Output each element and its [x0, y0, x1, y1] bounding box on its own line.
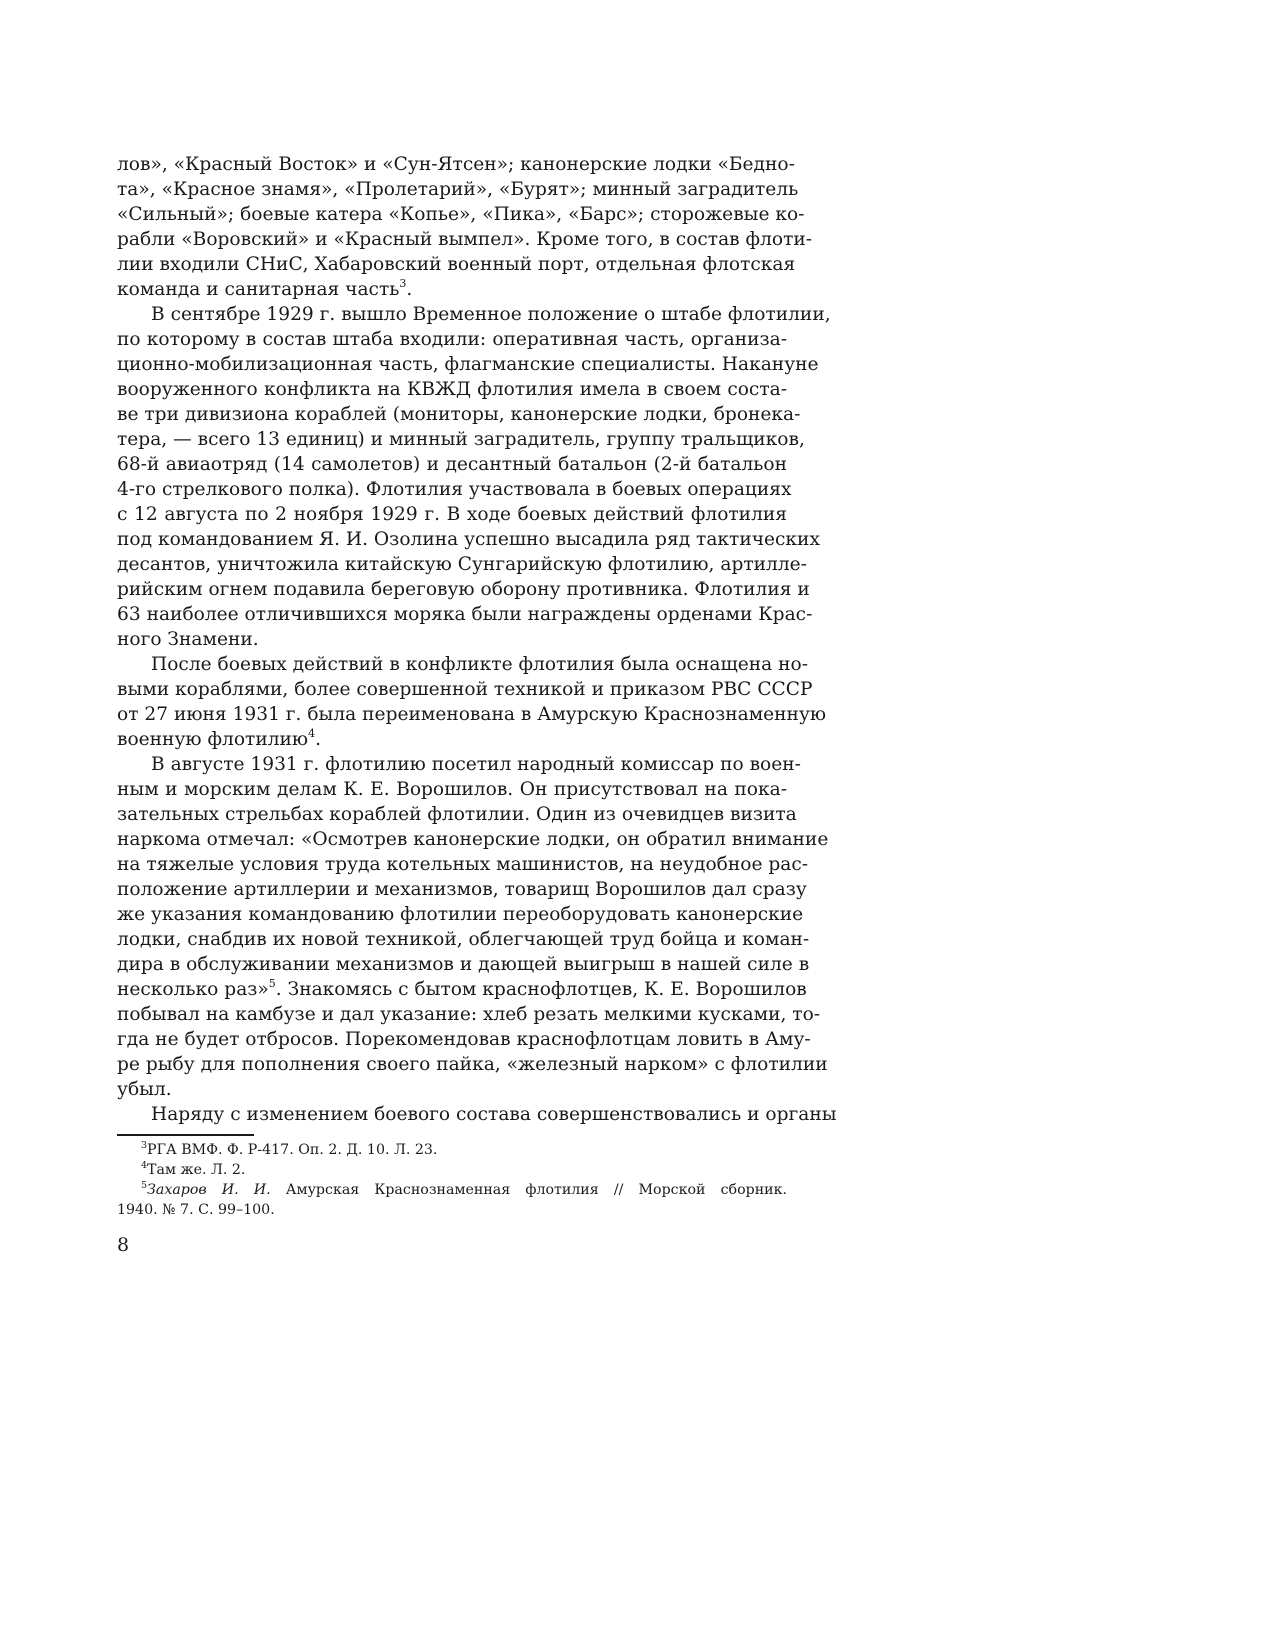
- text-line: лодки, снабдив их новой техникой, облегчающей труд бойца и коман-: [117, 929, 810, 950]
- text-line: Наряду с изменением боевого состава совершенствовались и органы: [151, 1104, 837, 1125]
- text-line: 63 наиболее отличившихся моряка были награждены орденами Крас-: [117, 604, 813, 625]
- text-run: несколько раз»: [117, 979, 269, 1000]
- text-line: выми кораблями, более совершенной техникой и приказом РВС СССР: [117, 679, 813, 700]
- footnote-mark: 3: [141, 1140, 148, 1152]
- text-run: военную флотилию: [117, 729, 309, 750]
- text-line: десантов, уничтожила китайскую Сунгарийскую флотилию, артилле-: [117, 554, 807, 575]
- text-line: ным и морским делам К. Е. Ворошилов. Он присутствовал на пока-: [117, 779, 787, 800]
- text-line: побывал на камбузе и дал указание: хлеб резать мелкими кусками, то-: [117, 1004, 821, 1025]
- text-line: гда не будет отбросов. Порекомендовав краснофлотцам ловить в Аму-: [117, 1029, 811, 1050]
- text-line: тера, — всего 13 единиц) и минный заградитель, группу тральщиков,: [117, 429, 805, 450]
- text-line: под командованием Я. И. Озолина успешно высадила ряд тактических: [117, 529, 820, 550]
- text-line: После боевых действий в конфликте флотилия была оснащена но-: [151, 654, 809, 675]
- footnote-mark: 5: [141, 1180, 148, 1192]
- paragraph-5: [117, 1102, 837, 1127]
- paragraph-3: [117, 652, 827, 752]
- footnote-ref-4[interactable]: 4: [308, 726, 316, 740]
- text-line: В сентябре 1929 г. вышло Временное положение о штабе флотилии,: [151, 304, 831, 325]
- text-line: ционно-мобилизационная часть, флагманские специалисты. Накануне: [117, 354, 819, 375]
- footnote-divider: [117, 1134, 254, 1136]
- footnote-text: Амурская Краснознаменная флотилия // Морской сборник.: [270, 1182, 787, 1198]
- text-line: та», «Красное знамя», «Пролетарий», «Бурят»; минный заградитель: [117, 179, 799, 200]
- text-line: на тяжелые условия труда котельных машинистов, на неудобное рас-: [117, 854, 809, 875]
- text-line: 68-й авиаотряд (14 самолетов) и десантный батальон (2-й батальон: [117, 454, 787, 475]
- paragraph-4: [117, 752, 829, 1102]
- text-line: 4-го стрелкового полка). Флотилия участвовала в боевых операциях: [117, 479, 792, 500]
- text-line: «Сильный»; боевые катера «Копье», «Пика», «Барс»; сторожевые ко-: [117, 204, 805, 225]
- footnotes: [117, 1140, 787, 1220]
- text-line: убыл.: [117, 1079, 172, 1100]
- main-text: [117, 152, 837, 1127]
- text-run: команда и санитарная часть: [117, 279, 400, 300]
- text-line: ного Знамени.: [117, 629, 259, 650]
- footnote-ref-5[interactable]: 5: [268, 976, 276, 990]
- text-line: лии входили СНиС, Хабаровский военный порт, отдельная флотская: [117, 254, 796, 275]
- text-line: вооруженного конфликта на КВЖД флотилия имела в своем соста-: [117, 379, 787, 400]
- text-line: В августе 1931 г. флотилию посетил народный комиссар по воен-: [151, 754, 801, 775]
- text-line: ве три дивизиона кораблей (мониторы, канонерские лодки, бронека-: [117, 404, 801, 425]
- page-number: 8: [117, 1234, 130, 1256]
- text-line: ре рыбу для пополнения своего пайка, «железный нарком» с флотилии: [117, 1054, 828, 1075]
- text-line: положение артиллерии и механизмов, товарищ Ворошилов дал сразу: [117, 879, 807, 900]
- text-run: .: [406, 279, 413, 300]
- text-line: же указания командованию флотилии переоборудовать канонерские: [117, 904, 804, 925]
- paragraph-1: [117, 152, 813, 302]
- text-line: с 12 августа по 2 ноября 1929 г. В ходе боевых действий флотилия: [117, 504, 787, 525]
- text-line: рийским огнем подавила береговую оборону противника. Флотилия и: [117, 579, 810, 600]
- footnote-3: [117, 1140, 787, 1160]
- text-line: от 27 июня 1931 г. была переименована в Амурскую Краснознаменную: [117, 704, 827, 725]
- text-run: .: [315, 729, 322, 750]
- footnote-4: [117, 1160, 787, 1180]
- page-content: [117, 152, 837, 1218]
- footnote-mark: 4: [141, 1160, 148, 1172]
- footnote-5: [117, 1180, 787, 1200]
- text-line: наркома отмечал: «Осмотрев канонерские лодки, он обратил внимание: [117, 829, 829, 850]
- text-line: [117, 727, 787, 752]
- paragraph-2: [117, 302, 831, 652]
- footnote-author: Захаров И. И.: [147, 1182, 271, 1198]
- text-line: [117, 277, 787, 302]
- text-line: лов», «Красный Восток» и «Сун-Ятсен»; канонерские лодки «Бедно-: [117, 154, 795, 175]
- footnote-ref-3[interactable]: 3: [399, 276, 407, 290]
- text-line: по которому в состав штаба входили: оперативная часть, организа-: [117, 329, 787, 350]
- text-line: рабли «Воровский» и «Красный вымпел». Кроме того, в состав флоти-: [117, 229, 813, 250]
- text-line: зательных стрельбах кораблей флотилии. Один из очевидцев визита: [117, 804, 797, 825]
- text-line: дира в обслуживании механизмов и дающей выигрыш в нашей силе в: [117, 954, 810, 975]
- footnote-text: Там же. Л. 2.: [147, 1162, 246, 1178]
- text-line: [117, 976, 807, 1002]
- footnote-5-continuation: 1940. № 7. С. 99–100.: [117, 1202, 275, 1218]
- text-run: . Знакомясь с бытом краснофлотцев, К. Е. Ворошилов: [275, 979, 807, 1000]
- footnote-text: РГА ВМФ. Ф. Р-417. Оп. 2. Д. 10. Л. 23.: [147, 1142, 438, 1158]
